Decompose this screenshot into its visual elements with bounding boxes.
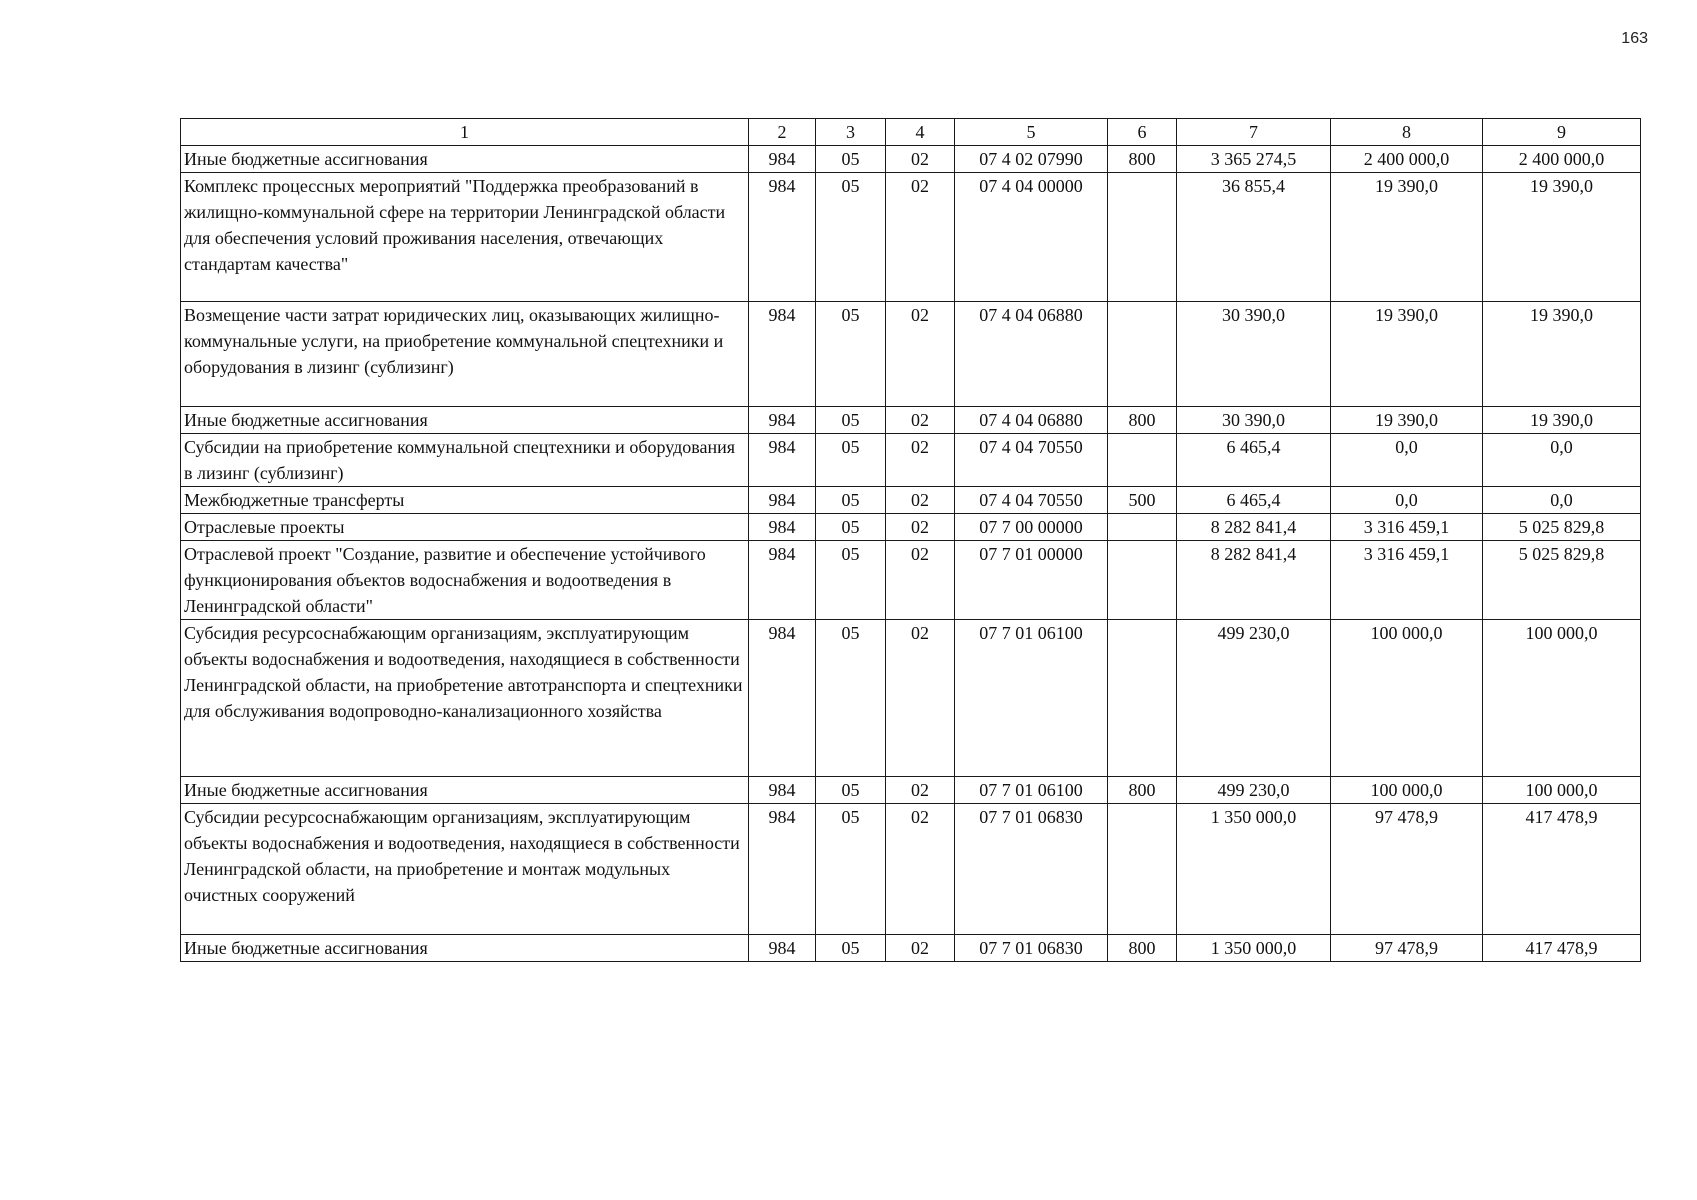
cell-col8: 2 400 000,0 <box>1331 146 1483 173</box>
row-name: Иные бюджетные ассигнования <box>181 146 749 173</box>
cell-col3: 05 <box>816 407 886 434</box>
cell-col7: 1 350 000,0 <box>1177 935 1331 962</box>
cell-col2: 984 <box>749 541 816 620</box>
cell-col5: 07 7 01 06100 <box>955 620 1108 777</box>
cell-col8: 0,0 <box>1331 487 1483 514</box>
row-name: Отраслевой проект "Создание, развитие и обеспечение устойчивого функционирования объектов водоснабжения и водоотведения в Ленинградской области" <box>181 541 749 620</box>
row-name: Субсидии на приобретение коммунальной спецтехники и оборудования в лизинг (сублизинг) <box>181 434 749 487</box>
cell-col6: 800 <box>1108 407 1177 434</box>
table-row <box>181 173 1641 302</box>
cell-col5: 07 4 04 06880 <box>955 302 1108 407</box>
cell-col6: 500 <box>1108 487 1177 514</box>
budget-table-container <box>180 118 1640 962</box>
table-row <box>181 804 1641 935</box>
cell-col9: 0,0 <box>1483 487 1641 514</box>
cell-col5: 07 7 00 00000 <box>955 514 1108 541</box>
header-cell: 7 <box>1177 119 1331 146</box>
header-cell: 5 <box>955 119 1108 146</box>
cell-col2: 984 <box>749 434 816 487</box>
row-name: Комплекс процессных мероприятий "Поддержка преобразований в жилищно-коммунальной сфере на территории Ленинградской области для обеспечения условий проживания населения, отвечающих стандартам качества" <box>181 173 749 302</box>
cell-col3: 05 <box>816 146 886 173</box>
cell-col3: 05 <box>816 541 886 620</box>
cell-col3: 05 <box>816 434 886 487</box>
table-row <box>181 487 1641 514</box>
table-row <box>181 541 1641 620</box>
cell-col7: 6 465,4 <box>1177 434 1331 487</box>
cell-col4: 02 <box>886 173 955 302</box>
cell-col5: 07 7 01 06100 <box>955 777 1108 804</box>
cell-col8: 19 390,0 <box>1331 407 1483 434</box>
cell-col4: 02 <box>886 146 955 173</box>
cell-col8: 97 478,9 <box>1331 804 1483 935</box>
table-row <box>181 302 1641 407</box>
cell-col6: 800 <box>1108 146 1177 173</box>
cell-col7: 3 365 274,5 <box>1177 146 1331 173</box>
row-name: Иные бюджетные ассигнования <box>181 407 749 434</box>
row-name: Субсидии ресурсоснабжающим организациям, эксплуатирующим объекты водоснабжения и водоотведения, находящиеся в собственности Ленинградской области, на приобретение и монтаж модульных очистных сооружений <box>181 804 749 935</box>
cell-col8: 3 316 459,1 <box>1331 541 1483 620</box>
cell-col5: 07 4 04 00000 <box>955 173 1108 302</box>
cell-col6 <box>1108 620 1177 777</box>
cell-col9: 19 390,0 <box>1483 173 1641 302</box>
table-row <box>181 514 1641 541</box>
cell-col4: 02 <box>886 514 955 541</box>
cell-col3: 05 <box>816 935 886 962</box>
row-name: Возмещение части затрат юридических лиц, оказывающих жилищно-коммунальные услуги, на приобретение коммунальной спецтехники и оборудования в лизинг (сублизинг) <box>181 302 749 407</box>
header-cell: 2 <box>749 119 816 146</box>
cell-col3: 05 <box>816 804 886 935</box>
cell-col7: 499 230,0 <box>1177 620 1331 777</box>
cell-col8: 97 478,9 <box>1331 935 1483 962</box>
cell-col7: 30 390,0 <box>1177 407 1331 434</box>
row-name: Отраслевые проекты <box>181 514 749 541</box>
header-cell: 4 <box>886 119 955 146</box>
cell-col4: 02 <box>886 620 955 777</box>
cell-col7: 6 465,4 <box>1177 487 1331 514</box>
table-row <box>181 407 1641 434</box>
cell-col6 <box>1108 804 1177 935</box>
cell-col7: 36 855,4 <box>1177 173 1331 302</box>
header-cell: 9 <box>1483 119 1641 146</box>
cell-col2: 984 <box>749 302 816 407</box>
table-row <box>181 935 1641 962</box>
cell-col2: 984 <box>749 173 816 302</box>
cell-col6 <box>1108 302 1177 407</box>
table-row <box>181 777 1641 804</box>
cell-col2: 984 <box>749 777 816 804</box>
header-cell: 8 <box>1331 119 1483 146</box>
cell-col5: 07 4 04 70550 <box>955 487 1108 514</box>
cell-col7: 8 282 841,4 <box>1177 514 1331 541</box>
cell-col5: 07 7 01 00000 <box>955 541 1108 620</box>
cell-col6 <box>1108 434 1177 487</box>
cell-col7: 1 350 000,0 <box>1177 804 1331 935</box>
cell-col7: 499 230,0 <box>1177 777 1331 804</box>
page-number: 163 <box>1621 30 1648 47</box>
row-name: Иные бюджетные ассигнования <box>181 935 749 962</box>
cell-col6: 800 <box>1108 777 1177 804</box>
cell-col6: 800 <box>1108 935 1177 962</box>
row-name: Субсидия ресурсоснабжающим организациям, эксплуатирующим объекты водоснабжения и водоотведения, находящиеся в собственности Ленинградской области, на приобретение автотранспорта и спецтехники для обслуживания водопроводно-канализационного хозяйства <box>181 620 749 777</box>
cell-col8: 19 390,0 <box>1331 302 1483 407</box>
cell-col3: 05 <box>816 777 886 804</box>
cell-col5: 07 7 01 06830 <box>955 935 1108 962</box>
cell-col2: 984 <box>749 407 816 434</box>
cell-col4: 02 <box>886 407 955 434</box>
cell-col8: 100 000,0 <box>1331 777 1483 804</box>
cell-col2: 984 <box>749 935 816 962</box>
table-row <box>181 146 1641 173</box>
budget-table <box>180 118 1641 962</box>
cell-col9: 100 000,0 <box>1483 620 1641 777</box>
cell-col7: 8 282 841,4 <box>1177 541 1331 620</box>
cell-col4: 02 <box>886 935 955 962</box>
cell-col3: 05 <box>816 514 886 541</box>
cell-col9: 19 390,0 <box>1483 407 1641 434</box>
cell-col9: 100 000,0 <box>1483 777 1641 804</box>
cell-col9: 2 400 000,0 <box>1483 146 1641 173</box>
cell-col7: 30 390,0 <box>1177 302 1331 407</box>
row-name: Межбюджетные трансферты <box>181 487 749 514</box>
header-cell: 3 <box>816 119 886 146</box>
cell-col6 <box>1108 541 1177 620</box>
cell-col9: 19 390,0 <box>1483 302 1641 407</box>
cell-col2: 984 <box>749 804 816 935</box>
cell-col3: 05 <box>816 620 886 777</box>
table-row <box>181 434 1641 487</box>
cell-col4: 02 <box>886 302 955 407</box>
cell-col3: 05 <box>816 487 886 514</box>
cell-col8: 3 316 459,1 <box>1331 514 1483 541</box>
cell-col8: 19 390,0 <box>1331 173 1483 302</box>
cell-col9: 417 478,9 <box>1483 935 1641 962</box>
header-cell: 6 <box>1108 119 1177 146</box>
cell-col5: 07 4 04 70550 <box>955 434 1108 487</box>
cell-col4: 02 <box>886 541 955 620</box>
cell-col2: 984 <box>749 146 816 173</box>
cell-col9: 417 478,9 <box>1483 804 1641 935</box>
cell-col5: 07 4 04 06880 <box>955 407 1108 434</box>
cell-col9: 5 025 829,8 <box>1483 514 1641 541</box>
cell-col9: 0,0 <box>1483 434 1641 487</box>
cell-col5: 07 7 01 06830 <box>955 804 1108 935</box>
cell-col4: 02 <box>886 777 955 804</box>
header-cell: 1 <box>181 119 749 146</box>
cell-col5: 07 4 02 07990 <box>955 146 1108 173</box>
cell-col2: 984 <box>749 514 816 541</box>
cell-col4: 02 <box>886 804 955 935</box>
cell-col2: 984 <box>749 620 816 777</box>
row-name: Иные бюджетные ассигнования <box>181 777 749 804</box>
cell-col2: 984 <box>749 487 816 514</box>
cell-col4: 02 <box>886 487 955 514</box>
table-row <box>181 620 1641 777</box>
cell-col6 <box>1108 514 1177 541</box>
cell-col8: 0,0 <box>1331 434 1483 487</box>
cell-col8: 100 000,0 <box>1331 620 1483 777</box>
cell-col6 <box>1108 173 1177 302</box>
cell-col4: 02 <box>886 434 955 487</box>
cell-col9: 5 025 829,8 <box>1483 541 1641 620</box>
cell-col3: 05 <box>816 173 886 302</box>
header-row <box>181 119 1641 146</box>
cell-col3: 05 <box>816 302 886 407</box>
